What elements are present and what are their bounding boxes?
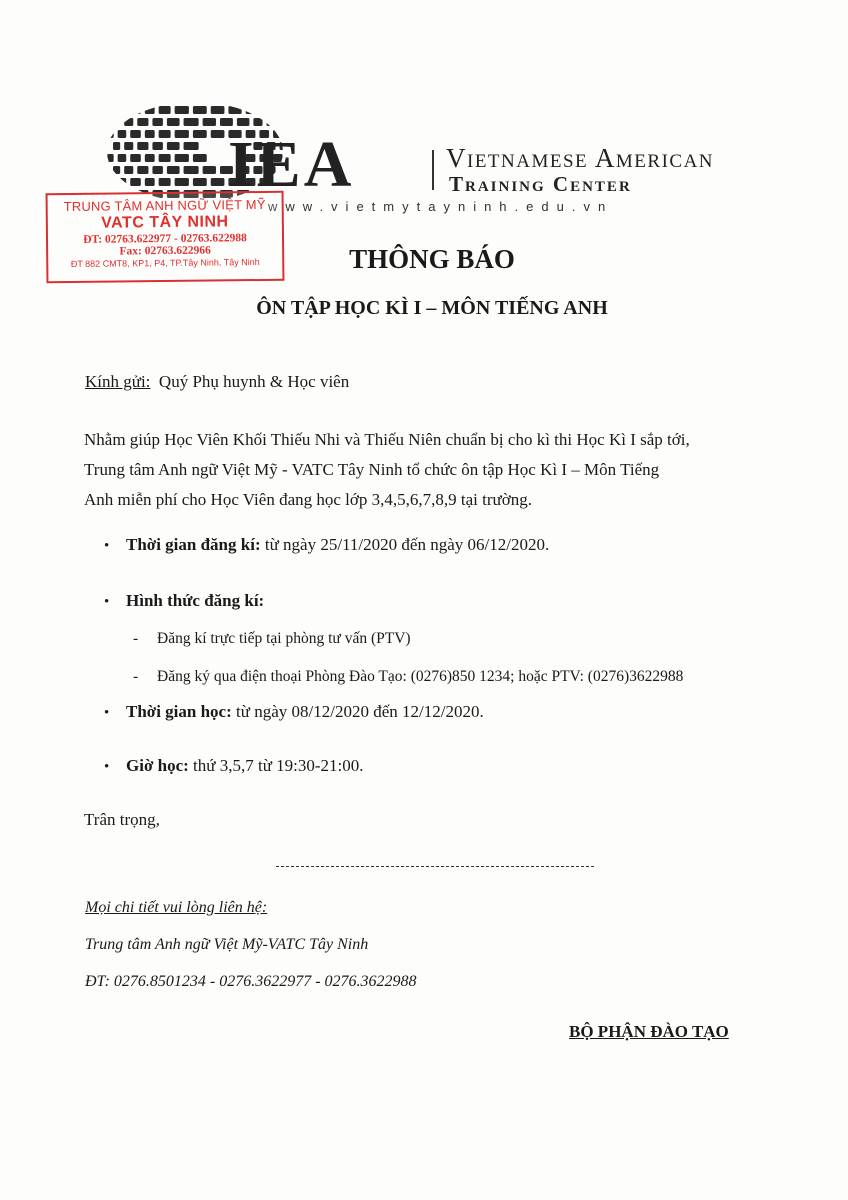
study-period-label: Thời gian học: xyxy=(126,702,232,721)
dash-icon: - xyxy=(133,668,139,685)
section-divider xyxy=(276,866,594,867)
registration-option-text: Đăng ký qua điện thoại Phòng Đào Tạo: (0276)850 1234; hoặc PTV: (0276)3622988 xyxy=(157,668,684,685)
contact-organization: Trung tâm Anh ngữ Việt Mỹ-VATC Tây Ninh xyxy=(85,936,369,953)
registration-period-value: từ ngày 25/11/2020 đến ngày 06/12/2020. xyxy=(264,535,550,554)
study-period-value: từ ngày 08/12/2020 đến 12/12/2020. xyxy=(236,702,484,721)
brand-logo-text: IEA xyxy=(228,128,355,201)
dash-icon: - xyxy=(133,630,139,647)
bullet-icon: • xyxy=(104,759,110,775)
stamp-line-3: ĐT: 02763.622977 - 02763.622988 xyxy=(83,232,247,246)
salutation xyxy=(85,372,349,392)
logo-divider xyxy=(432,150,434,190)
registration-method-label: Hình thức đăng kí: xyxy=(126,591,265,610)
registration-period-item xyxy=(104,535,549,555)
salutation-recipients: Quý Phụ huynh & Học viên xyxy=(158,372,350,391)
registration-option xyxy=(133,630,411,648)
department-signoff: BỘ PHẬN ĐÀO TẠO xyxy=(569,1022,729,1041)
stamp-line-1: TRUNG TÂM ANH NGỮ VIỆT MỸ xyxy=(63,196,266,215)
intro-line: Anh miễn phí cho Học Viên đang học lớp 3,4,5,6,7,8,9 tại trường. xyxy=(84,490,532,509)
bullet-icon: • xyxy=(104,705,110,721)
page-title: THÔNG BÁO xyxy=(349,244,515,274)
bullet-icon: • xyxy=(104,538,110,554)
bullet-icon: • xyxy=(104,594,110,610)
intro-paragraph xyxy=(84,425,764,515)
page-subtitle: ÔN TẬP HỌC KÌ I – MÔN TIẾNG ANH xyxy=(256,297,608,319)
contact-phones: ĐT: 0276.8501234 - 0276.3622977 - 0276.3622988 xyxy=(85,973,417,990)
intro-line: Trung tâm Anh ngữ Việt Mỹ - VATC Tây Ninh tổ chức ôn tập Học Kì I – Môn Tiếng xyxy=(84,460,660,479)
registration-period-label: Thời gian đăng kí: xyxy=(126,535,261,554)
stamp-line-2: VATC TÂY NINH xyxy=(101,213,229,232)
class-hours-item xyxy=(104,756,364,776)
stamp-line-4: Fax: 02763.622966 xyxy=(119,244,211,258)
closing-greeting: Trân trọng, xyxy=(84,810,160,829)
contact-heading: Mọi chi tiết vui lòng liên hệ: xyxy=(85,899,268,916)
org-name-line1: Vietnamese American xyxy=(446,143,715,173)
intro-line: Nhằm giúp Học Viên Khối Thiếu Nhi và Thiếu Niên chuẩn bị cho kì thi Học Kì I sắp tới, xyxy=(84,430,690,449)
registration-option-text: Đăng kí trực tiếp tại phòng tư vấn (PTV) xyxy=(157,630,411,647)
class-hours-value: thứ 3,5,7 từ 19:30-21:00. xyxy=(193,756,364,775)
registration-method-item xyxy=(104,591,264,611)
org-name-line2: Training Center xyxy=(449,172,632,196)
website-url: www.vietmytayninh.edu.vn xyxy=(268,199,614,214)
salutation-label: Kính gửi: xyxy=(85,372,151,391)
registration-option xyxy=(133,668,683,686)
class-hours-label: Giờ học: xyxy=(126,756,189,775)
stamp-line-5: ĐT 882 CMT8, KP1, P4, TP.Tây Ninh, Tây Ninh xyxy=(70,257,260,269)
study-period-item xyxy=(104,702,484,722)
